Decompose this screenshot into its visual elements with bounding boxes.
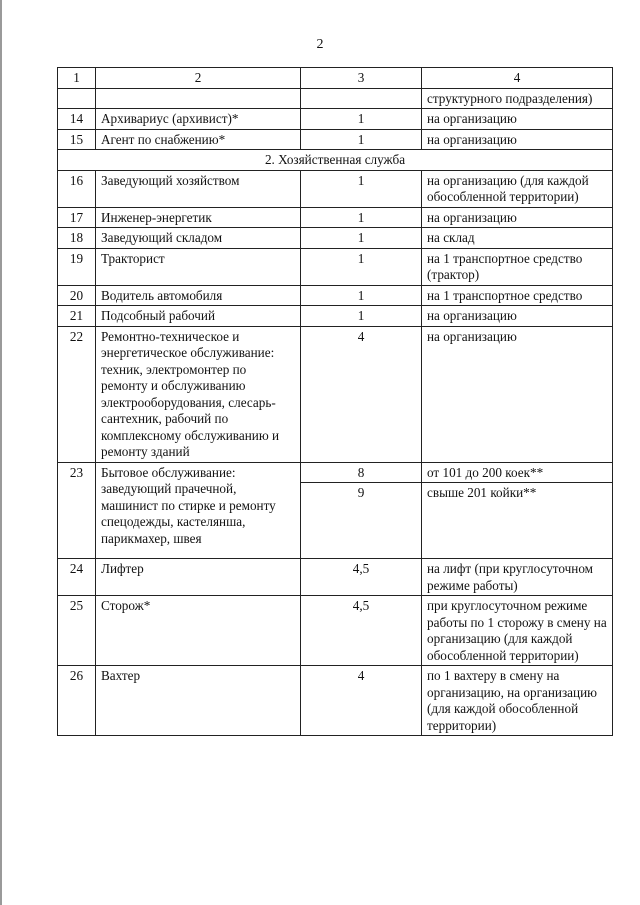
section-title: 2. Хозяйственная служба xyxy=(58,150,613,171)
position-name: Водитель автомобиля xyxy=(96,285,301,306)
row-number: 22 xyxy=(58,326,96,462)
position-name: Ремонтно-техническое и энергетическое обслуживание: техник, электромонтер по ремонту и обслуживанию электрооборудования, слесарь-сантехник, рабочий по комплексному обслуживанию и ремонту зданий xyxy=(96,326,301,462)
staffing-basis: на организацию xyxy=(422,207,613,228)
position-name: Тракторист xyxy=(96,248,301,285)
position-name: Агент по снабжению* xyxy=(96,129,301,150)
staffing-basis: по 1 вахтеру в смену на организацию, на организацию (для каждой обособленной территории) xyxy=(422,666,613,736)
staff-quantity: 1 xyxy=(301,109,422,130)
table-row xyxy=(58,109,613,130)
row-number: 24 xyxy=(58,559,96,596)
table-row xyxy=(58,462,613,483)
staffing-basis: структурного подразделения) xyxy=(422,88,613,109)
staffing-basis: на организацию xyxy=(422,326,613,462)
section-row xyxy=(58,150,613,171)
staffing-basis: свыше 201 койки** xyxy=(422,483,613,559)
row-number: 21 xyxy=(58,306,96,327)
staff-quantity: 1 xyxy=(301,248,422,285)
header-cell: 4 xyxy=(422,68,613,89)
row-number: 19 xyxy=(58,248,96,285)
staff-quantity: 4 xyxy=(301,666,422,736)
staff-quantity: 9 xyxy=(301,483,422,559)
page-number: 2 xyxy=(316,37,324,52)
row-number: 26 xyxy=(58,666,96,736)
staffing-basis: на склад xyxy=(422,228,613,249)
staff-quantity: 1 xyxy=(301,306,422,327)
table-row xyxy=(58,596,613,666)
row-number: 20 xyxy=(58,285,96,306)
position-name: Заведующий складом xyxy=(96,228,301,249)
staffing-basis: от 101 до 200 коек** xyxy=(422,462,613,483)
staff-quantity: 1 xyxy=(301,285,422,306)
position-name: Инженер-энергетик xyxy=(96,207,301,228)
staff-quantity: 1 xyxy=(301,129,422,150)
staff-table xyxy=(57,67,613,736)
staffing-basis: на 1 транспортное средство xyxy=(422,285,613,306)
row-number: 18 xyxy=(58,228,96,249)
staffing-basis: на лифт (при круглосуточном режиме работы) xyxy=(422,559,613,596)
staff-quantity: 4,5 xyxy=(301,559,422,596)
staffing-basis: на 1 транспортное средство (трактор) xyxy=(422,248,613,285)
table-row xyxy=(58,326,613,462)
position-name: Подсобный рабочий xyxy=(96,306,301,327)
staff-quantity xyxy=(301,88,422,109)
staff-quantity: 1 xyxy=(301,228,422,249)
row-number: 16 xyxy=(58,170,96,207)
table-row xyxy=(58,129,613,150)
staff-quantity: 8 xyxy=(301,462,422,483)
position-name: Сторож* xyxy=(96,596,301,666)
staff-quantity: 1 xyxy=(301,207,422,228)
row-number: 25 xyxy=(58,596,96,666)
header-row xyxy=(58,68,613,89)
table-row xyxy=(58,207,613,228)
position-name: Вахтер xyxy=(96,666,301,736)
header-cell: 1 xyxy=(58,68,96,89)
row-number xyxy=(58,88,96,109)
staffing-basis: на организацию (для каждой обособленной территории) xyxy=(422,170,613,207)
table-row xyxy=(58,248,613,285)
row-number: 17 xyxy=(58,207,96,228)
staff-quantity: 1 xyxy=(301,170,422,207)
table-row xyxy=(58,306,613,327)
position-name: Заведующий хозяйством xyxy=(96,170,301,207)
table-row xyxy=(58,666,613,736)
staffing-basis: на организацию xyxy=(422,129,613,150)
staffing-basis: на организацию xyxy=(422,109,613,130)
scan-edge xyxy=(0,0,2,905)
table-row xyxy=(58,88,613,109)
row-number: 23 xyxy=(58,462,96,559)
header-cell: 2 xyxy=(96,68,301,89)
position-name: Лифтер xyxy=(96,559,301,596)
header-cell: 3 xyxy=(301,68,422,89)
position-name xyxy=(96,88,301,109)
row-number: 14 xyxy=(58,109,96,130)
table-row xyxy=(58,285,613,306)
staff-quantity: 4,5 xyxy=(301,596,422,666)
staff-quantity: 4 xyxy=(301,326,422,462)
table-row xyxy=(58,170,613,207)
table-row xyxy=(58,228,613,249)
row-number: 15 xyxy=(58,129,96,150)
table-row xyxy=(58,559,613,596)
position-name: Бытовое обслуживание: заведующий прачечной, машинист по стирке и ремонту спецодежды, кастелянша, парикмахер, швея xyxy=(96,462,301,559)
staffing-basis: при круглосуточном режиме работы по 1 сторожу в смену на организацию (для каждой обособленной территории) xyxy=(422,596,613,666)
staffing-basis: на организацию xyxy=(422,306,613,327)
position-name: Архивариус (архивист)* xyxy=(96,109,301,130)
